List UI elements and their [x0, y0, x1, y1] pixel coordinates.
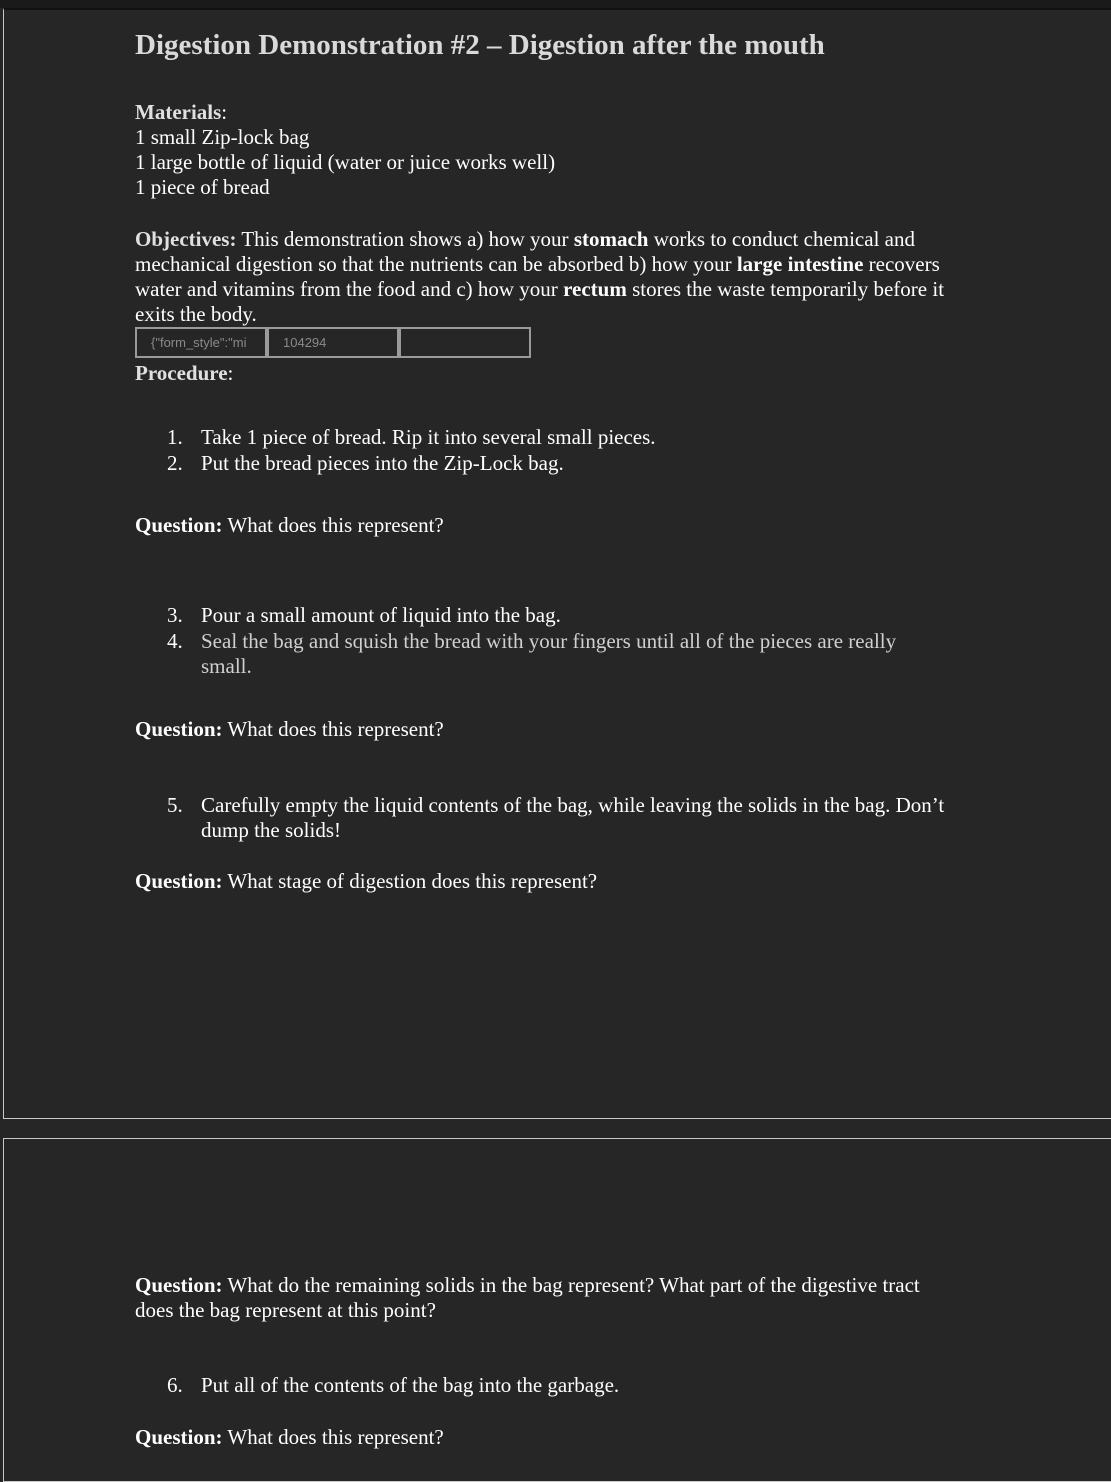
procedure-heading: Procedure:: [135, 361, 234, 385]
question-label: Question:: [135, 1425, 223, 1449]
materials-item: 1 large bottle of liquid (water or juice works well): [135, 150, 556, 174]
materials-section: Materials: 1 small Zip-lock bag 1 large bottle of liquid (water or juice works well) 1 piece of bread: [135, 100, 556, 199]
procedure-label: Procedure: [135, 361, 228, 385]
term-rectum: rectum: [563, 277, 627, 301]
form-style-field[interactable]: [135, 327, 267, 358]
question-label: Question:: [135, 1273, 223, 1297]
steps-list-4: [135, 1373, 619, 1398]
top-edge: [0, 0, 1111, 8]
question-label: Question:: [135, 869, 223, 893]
step-item: 4. Seal the bag and squish the bread with your fingers until all of the pieces are really small.: [167, 629, 897, 678]
question-label: Question:: [135, 513, 223, 537]
page-title: Digestion Demonstration #2 – Digestion after the mouth: [135, 29, 825, 61]
steps-list-1: [135, 425, 656, 476]
step-item: 3. Pour a small amount of liquid into the bag.: [167, 603, 561, 627]
id-field[interactable]: [267, 327, 399, 358]
materials-item: 1 small Zip-lock bag: [135, 125, 310, 149]
question-1: Question: What does this represent?: [135, 513, 444, 537]
question-5: Question: What does this represent?: [135, 1425, 444, 1449]
step-item: 1. Take 1 piece of bread. Rip it into several small pieces.: [167, 425, 656, 449]
term-stomach: stomach: [573, 227, 649, 251]
question-label: Question:: [135, 717, 223, 741]
objectives-label: Objectives:: [135, 227, 237, 251]
step-item: 5. Carefully empty the liquid contents of the bag, while leaving the solids in the bag. Don’t dump the solids!: [167, 793, 945, 842]
steps-list-2: [135, 603, 896, 679]
step-item: 2. Put the bread pieces into the Zip-Lock bag.: [167, 451, 564, 475]
form-field-row: [135, 327, 531, 359]
question-4: Question: What do the remaining solids in the bag represent? What part of the digestive tract does the bag represent at this point?: [135, 1273, 920, 1322]
materials-label: Materials: [135, 100, 222, 124]
step-item: 6. Put all of the contents of the bag into the garbage.: [167, 1373, 620, 1397]
materials-item: 1 piece of bread: [135, 175, 270, 199]
term-large-intestine: large intestine: [736, 252, 864, 276]
empty-field[interactable]: [399, 327, 531, 358]
objectives-section: Objectives: This demonstration shows a) how your stomach works to conduct chemical and mechanical digestion so that the nutrients can be absorbed b) how your large intestine recovers water and vitamins from the food and c) how your rectum stores the waste temporarily before it exits the body.: [135, 227, 945, 326]
steps-list-3: [135, 793, 944, 843]
question-2: Question: What does this represent?: [135, 717, 444, 741]
question-3: Question: What stage of digestion does this represent?: [135, 869, 598, 893]
